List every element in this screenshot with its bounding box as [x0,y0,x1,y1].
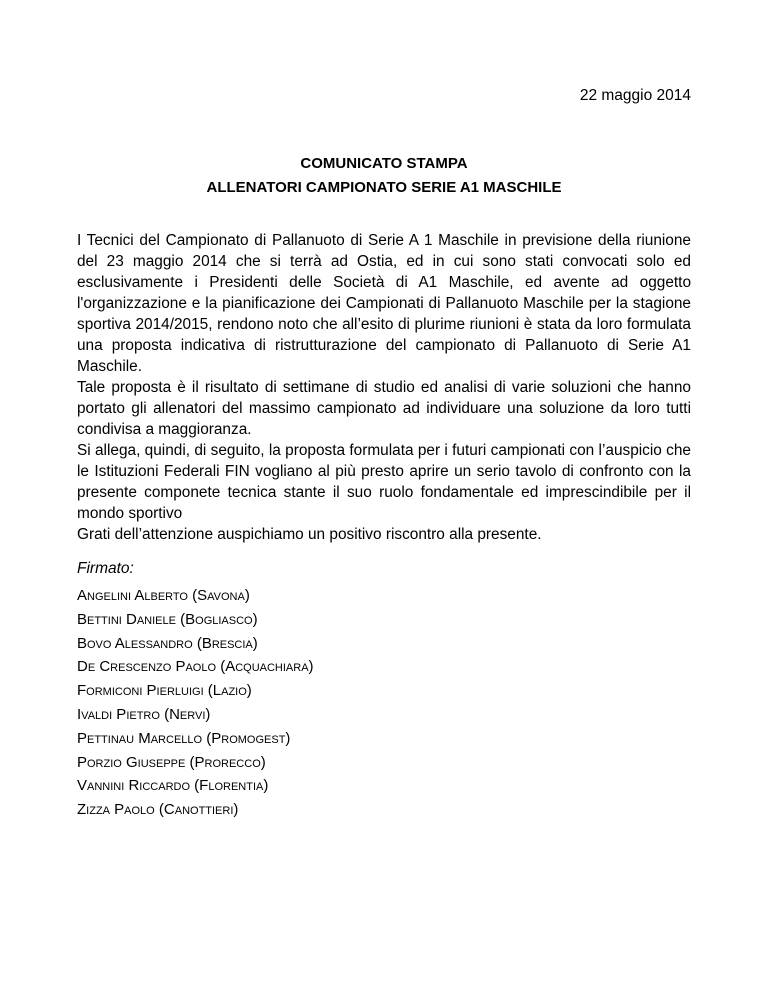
document-heading [0,152,768,200]
heading-subtitle: ALLENATORI CAMPIONATO SERIE A1 MASCHILE [206,179,562,196]
signatory: Porzio Giuseppe (Prorecco) [77,753,266,771]
signatory: Formiconi Pierluigi (Lazio) [77,682,252,700]
signatory-list [77,585,314,823]
body-paragraph: Grati dell’attenzione auspichiamo un positivo riscontro alla presente. [77,526,542,543]
body-paragraph: Si allega, quindi, di seguito, la proposta formulata per i futuri campionati con l’auspicio che le Istituzioni Federali FIN vogliano al più presto aprire un serio tavolo di confronto con la presente componete tecnica stante il suo ruolo fondamentale ed imprescindibile per il mondo sportivo [77,442,691,522]
signatory: Vannini Riccardo (Florentia) [77,777,269,795]
signatory: Pettinau Marcello (Promogest) [77,729,291,747]
signatory: Bovo Alessandro (Brescia) [77,634,258,652]
signatory: De Crescenzo Paolo (Acquachiara) [77,658,314,676]
signatory: Zizza Paolo (Canottieri) [77,801,239,819]
document-date: 22 maggio 2014 [579,87,691,104]
signed-label: Firmato: [77,560,134,577]
document-body [77,230,691,545]
signatory: Ivaldi Pietro (Nervi) [77,705,211,723]
body-paragraph: Tale proposta è il risultato di settimane di studio ed analisi di varie soluzioni che hanno portato gli allenatori del massimo campionato ad individuare una soluzione da loro tutti condivisa a maggioranza. [77,379,691,438]
heading-title: COMUNICATO STAMPA [300,155,468,172]
signatory: Angelini Alberto (Savona) [77,587,250,604]
signatory: Bettini Daniele (Bogliasco) [77,610,258,628]
body-paragraph: I Tecnici del Campionato di Pallanuoto di Serie A 1 Maschile in previsione della riunione del 23 maggio 2014 che si terrà ad Ostia, ed in cui sono stati convocati solo ed esclusivamente i Presidenti delle Società di A1 Maschile, ed avente ad oggetto l'organizzazione e la pianificazione dei Campionati di Pallanuoto Maschile per la stagione sportiva 2014/2015, rendono noto che all’esito di plurime riunioni è stata da loro formulata una proposta indicativa di ristrutturazione del campionato di Pallanuoto di Serie A1 Maschile. [77,232,691,375]
